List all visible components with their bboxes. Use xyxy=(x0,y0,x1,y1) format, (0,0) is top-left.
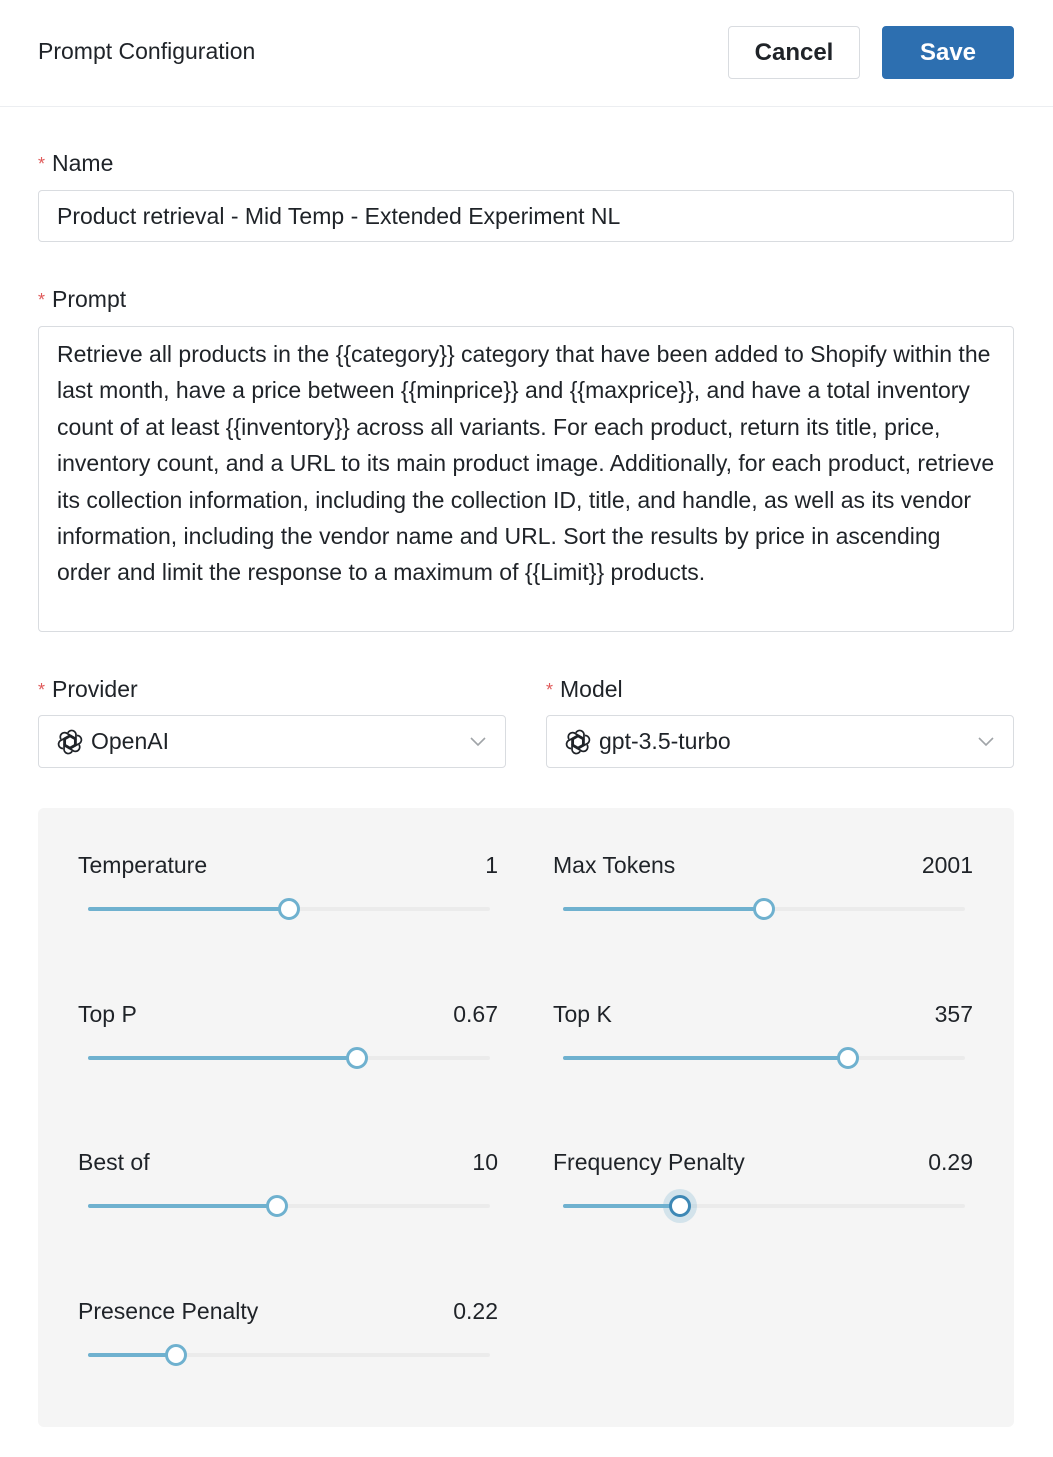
name-input[interactable]: Product retrieval - Mid Temp - Extended Experiment NL xyxy=(38,190,1014,242)
provider-label xyxy=(38,676,138,703)
header-bar xyxy=(0,0,1053,107)
openai-logo-icon xyxy=(565,729,591,755)
required-marker: * xyxy=(38,680,46,700)
chevron-down-icon xyxy=(469,733,487,751)
top-k-slider[interactable] xyxy=(563,1056,965,1060)
provider-value: OpenAI xyxy=(91,728,169,754)
max-tokens-value: 2001 xyxy=(921,852,973,878)
top-k-param xyxy=(553,1001,973,1101)
temperature-param xyxy=(78,852,498,952)
name-label xyxy=(38,150,113,177)
max-tokens-slider-handle[interactable] xyxy=(753,898,775,920)
best-of-value: 10 xyxy=(472,1149,498,1175)
temperature-value: 1 xyxy=(485,852,498,878)
best-of-slider[interactable] xyxy=(88,1204,490,1208)
top-k-slider-fill xyxy=(563,1056,848,1060)
top-p-slider-handle[interactable] xyxy=(346,1047,368,1069)
frequency-penalty-value: 0.29 xyxy=(928,1149,973,1175)
required-marker: * xyxy=(38,290,46,310)
temperature-slider-handle[interactable] xyxy=(278,898,300,920)
top-p-value: 0.67 xyxy=(453,1001,498,1027)
model-value: gpt-3.5-turbo xyxy=(599,728,731,754)
required-marker: * xyxy=(546,680,554,700)
parameters-panel xyxy=(38,808,1014,1427)
top-p-slider-fill xyxy=(88,1056,357,1060)
model-label xyxy=(546,676,623,703)
page-title: Prompt Configuration xyxy=(38,38,256,64)
max-tokens-slider-fill xyxy=(563,907,764,911)
frequency-penalty-slider[interactable] xyxy=(563,1204,965,1208)
best-of-param xyxy=(78,1149,498,1249)
frequency-penalty-param xyxy=(553,1149,973,1249)
openai-logo-icon xyxy=(57,729,83,755)
required-marker: * xyxy=(38,154,46,174)
top-k-slider-handle[interactable] xyxy=(837,1047,859,1069)
best-of-slider-handle[interactable] xyxy=(266,1195,288,1217)
prompt-label xyxy=(38,286,126,313)
presence-penalty-slider-handle[interactable] xyxy=(165,1344,187,1366)
top-p-slider[interactable] xyxy=(88,1056,490,1060)
temperature-slider-fill xyxy=(88,907,289,911)
model-label-text: Model xyxy=(560,676,623,702)
prompt-textarea[interactable]: Retrieve all products in the {{category}} category that have been added to Shopify within the last month, have a price between {{minprice}} and {{maxprice}}, and have a total inventory count of at least {{inventory}} across all variants. For each product, return its title, price, inventory count, and a URL to its main product image. Additionally, for each product, retrieve its collection information, including the collection ID, title, and handle, as well as its vendor information, including the vendor name and URL. Sort the results by price in ascending order and limit the response to a maximum of {{Limit}} products. xyxy=(38,326,1014,632)
frequency-penalty-slider-fill xyxy=(563,1204,680,1208)
max-tokens-label: Max Tokens xyxy=(553,852,676,878)
temperature-slider[interactable] xyxy=(88,907,490,911)
presence-penalty-param xyxy=(78,1298,498,1398)
model-select[interactable] xyxy=(546,715,1014,768)
presence-penalty-value: 0.22 xyxy=(453,1298,498,1324)
top-p-param xyxy=(78,1001,498,1101)
name-label-text: Name xyxy=(52,150,114,176)
presence-penalty-slider[interactable] xyxy=(88,1353,490,1357)
temperature-label: Temperature xyxy=(78,852,208,878)
best-of-slider-fill xyxy=(88,1204,277,1208)
provider-select[interactable] xyxy=(38,715,506,768)
frequency-penalty-slider-handle[interactable] xyxy=(669,1195,691,1217)
top-k-label: Top K xyxy=(553,1001,612,1027)
best-of-label: Best of xyxy=(78,1149,150,1175)
provider-label-text: Provider xyxy=(52,676,138,702)
chevron-down-icon xyxy=(977,733,995,751)
max-tokens-param xyxy=(553,852,973,952)
max-tokens-slider[interactable] xyxy=(563,907,965,911)
top-p-label: Top P xyxy=(78,1001,137,1027)
prompt-label-text: Prompt xyxy=(52,286,127,312)
save-button[interactable]: Save xyxy=(882,26,1014,79)
top-k-value: 357 xyxy=(934,1001,973,1027)
frequency-penalty-label: Frequency Penalty xyxy=(553,1149,745,1175)
presence-penalty-label: Presence Penalty xyxy=(78,1298,259,1324)
presence-penalty-slider-fill xyxy=(88,1353,176,1357)
cancel-button[interactable]: Cancel xyxy=(728,26,860,79)
